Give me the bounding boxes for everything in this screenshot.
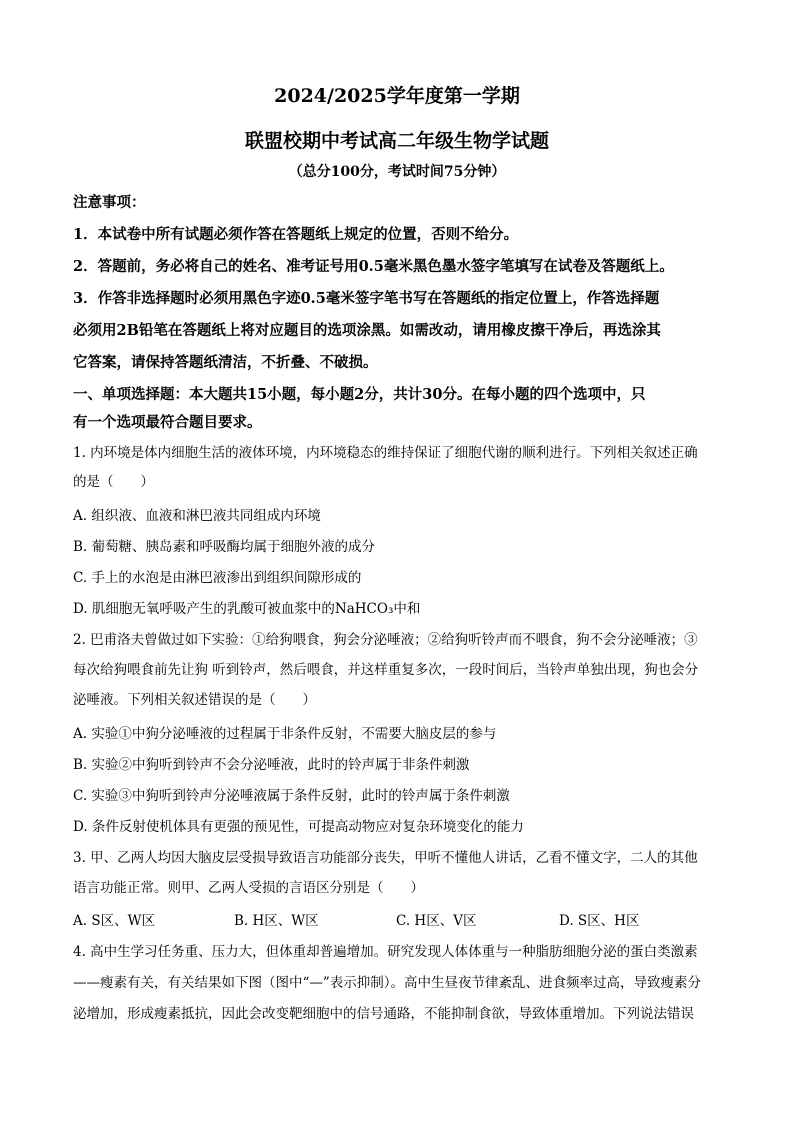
question-option: D. 肌细胞无氧呼吸产生的乳酸可被血浆中的NaHCO₃中和 [73, 601, 421, 617]
question-options-row [73, 911, 733, 931]
exam-title: 联盟校期中考试高二年级生物学试题 [244, 130, 549, 152]
question-stem: 3. 甲、乙两人均因大脑皮层受损导致语言功能部分丧失，甲听不懂他人讲话，乙看不懂文字，二人的其他 [73, 850, 698, 866]
question-stem: 4. 高中生学习任务重、压力大，但体重却普遍增加。研究发现人体体重与一种脂肪细胞分泌的蛋白类激素 [73, 944, 698, 960]
question-option: D. S区、H区 [559, 913, 640, 929]
notice-item: 必须用2B铅笔在答题纸上将对应题目的选项涂黑。如需改动，请用橡皮擦干净后，再选涂其 [73, 322, 661, 339]
notice-item: 1．本试卷中所有试题必须作答在答题纸上规定的位置，否则不给分。 [73, 226, 519, 243]
question-stem: 泌唾液。下列相关叙述错误的是（ ） [73, 692, 316, 708]
question-option: A. 组织液、血液和淋巴液共同组成内环境 [73, 508, 321, 524]
notice-item: 它答案，请保持答题纸清洁，不折叠、不破损。 [73, 354, 378, 371]
question-option: D. 条件反射使机体具有更强的预见性，可提高动物应对复杂环境变化的能力 [73, 819, 524, 835]
question-stem: 语言功能正常。则甲、乙两人受损的言语区分别是（ ） [73, 880, 424, 896]
question-option: C. 手上的水泡是由淋巴液渗出到组织间隙形成的 [73, 570, 362, 586]
question-stem: ——瘦素有关，有关结果如下图（图中“—”表示抑制）。高中生昼夜节律紊乱、进食频率过高，导致瘦素分 [73, 975, 702, 991]
notice-item: 3．作答非选择题时必须用黑色字迹0.5毫米签字笔书写在答题纸的指定位置上，作答选择题 [73, 290, 660, 307]
exam-info: （总分100分，考试时间75分钟） [288, 164, 506, 180]
notice-item: 2．答题前，务必将自己的姓名、准考证号用0.5毫米黑色墨水签字笔填写在试卷及答题纸上。 [73, 258, 674, 275]
question-stem: 泌增加，形成瘦素抵抗，因此会改变靶细胞中的信号通路，不能抑制食欲，导致体重增加。下列说法错误 [73, 1006, 694, 1022]
section-heading: 一、单项选择题：本大题共15小题，每小题2分，共计30分。在每小题的四个选项中，只 [73, 386, 646, 403]
question-option: C. H区、V区 [396, 913, 477, 929]
question-stem: 1. 内环境是体内细胞生活的液体环境，内环境稳态的维持保证了细胞代谢的顺利进行。下列相关叙述正确 [73, 445, 698, 461]
question-stem: 的是（ ） [73, 474, 154, 490]
question-option: C. 实验③中狗听到铃声分泌唾液属于条件反射，此时的铃声属于条件刺激 [73, 788, 510, 804]
question-stem: 2. 巴甫洛夫曾做过如下实验：①给狗喂食，狗会分泌唾液；②给狗听铃声而不喂食，狗不会分泌唾液；③ [73, 632, 698, 648]
exam-term: 2024/2025学年度第一学期 [274, 85, 520, 107]
question-option: B. 葡萄糖、胰岛素和呼吸酶均属于细胞外液的成分 [73, 539, 376, 555]
question-option: B. 实验②中狗听到铃声不会分泌唾液，此时的铃声属于非条件刺激 [73, 757, 470, 773]
question-option: B. H区、W区 [234, 913, 319, 929]
section-heading: 有一个选项最符合题目要求。 [73, 414, 262, 431]
question-option: A. S区、W区 [73, 913, 155, 929]
notice-heading: 注意事项： [73, 194, 146, 211]
question-option: A. 实验①中狗分泌唾液的过程属于非条件反射，不需要大脑皮层的参与 [73, 726, 497, 742]
question-stem: 每次给狗喂食前先让狗 听到铃声，然后喂食，并这样重复多次，一段时间后，当铃声单独出现，狗也会分 [73, 662, 699, 678]
